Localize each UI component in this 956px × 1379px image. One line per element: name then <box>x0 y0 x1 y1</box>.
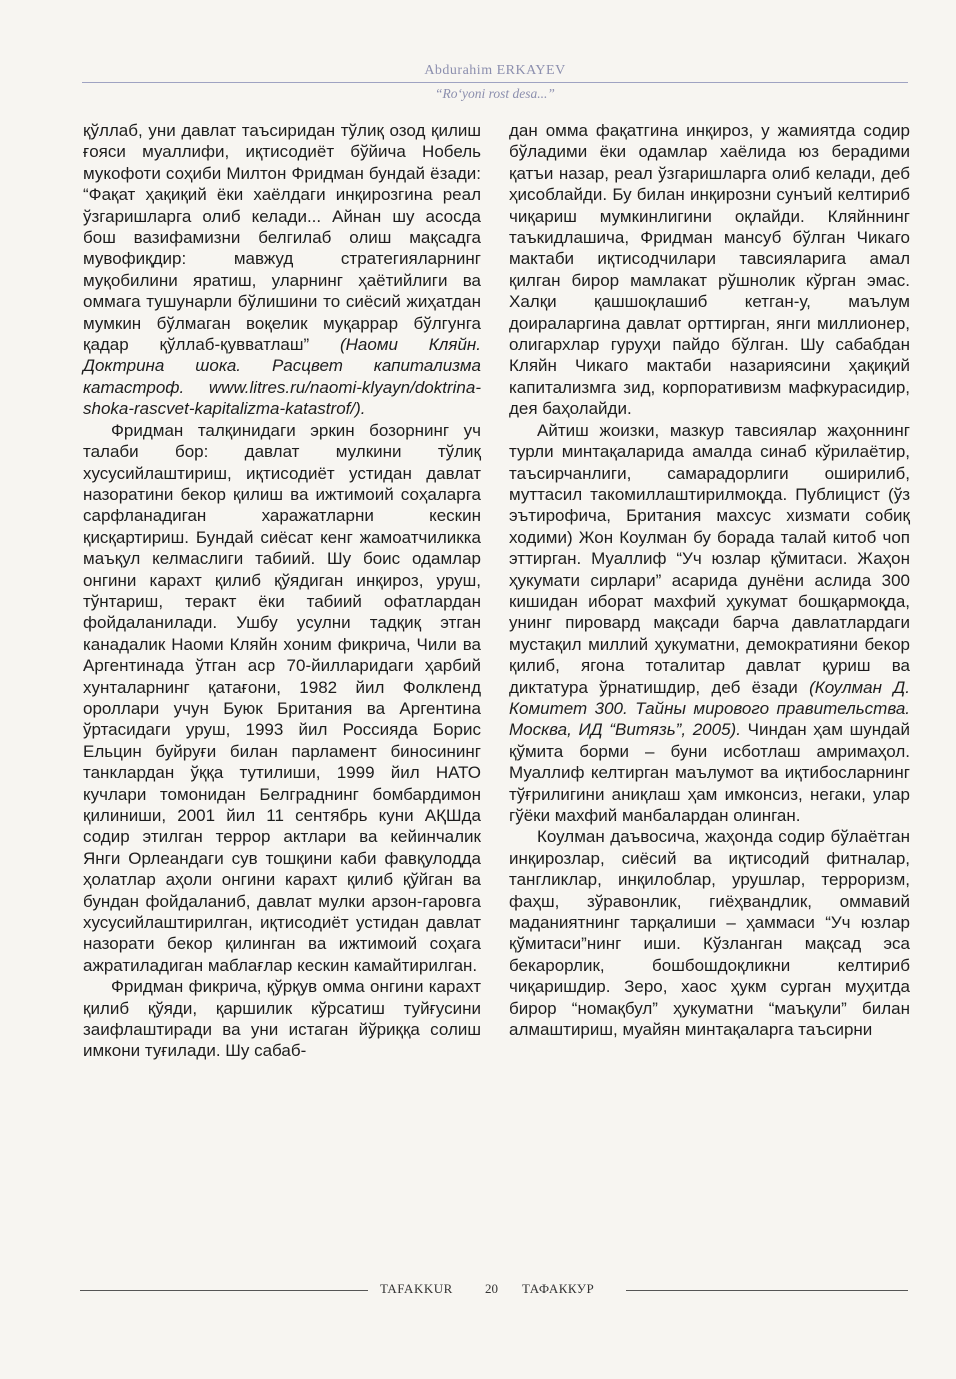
header-author: Abdurahim ERKAYEV <box>424 63 566 78</box>
paragraph: Фридман фикрича, қўрқув омма онгини карахт қилиб қўяди, қаршилик кўрсатиш туйғусини заифлаштиради ва уни истаган йўриққа солиш имкони туғилади. Шу сабаб- <box>83 977 481 1061</box>
paragraph: Фридман талқинидаги эркин бозорнинг уч талаби бор: давлат мулкини тўлиқ хусусийлаштириш, иқтисодиёт устидан давлат назоратини бекор қилиш ва ижтимоий соҳаларга сарфланадиган харажатларни кескин қисқартириш. Бундай сиёсат кенг жамоатчиликка маъқул келмаслиги табиий. Шу боис одамлар онгини карахт қилиб қўядиган инқироз, уруш, тўнтариш, теракт ёки табиий офатлардан фойдаланилади. Ушбу усулни тадқиқ этган канадалик Наоми Кляйн хоним фикрича, Чили ва Аргентинада ўтган аср 70-йилларидаги ҳарбий хунталарнинг қатағони, 1982 йил Фолкленд ороллари учун Буюк Британия ва Аргентина ўртасидаги уруш, 1993 йил Россияда Борис Ельцин буйруғи билан парламент биносининг танклардан ўққа тутилиши, 1999 йил НАТО кучлари томонидан Белграднинг бомбардимон қилиниши, 2001 йил 11 сентябрь куни АҚШда содир этилган террор актлари ва кейинчалик Янги Орлеандаги сув тошқини каби фавқулодда ҳолатлар аҳоли онгини карахт қилиб қўйган ва бундан фойдаланиб, давлат мулки арзон-гаровга хусусийлаштирилган, иқтисодиёт устидан давлат назорати бекор қилинган ва ижтимоий соҳага ажратиладиган маблағлар кескин камайтирилган. <box>83 420 481 975</box>
paragraph <box>509 420 910 827</box>
footer-title-cyrillic: ТАФАККУР <box>522 1281 595 1296</box>
left-column <box>83 120 481 1062</box>
paragraph: дан омма фақатгина инқироз, у жамиятда содир бўладими ёки одамлар хаёлида юз берадими қатъи назар, реал ўзгаришларга олиб келади, деб ҳисоблайди. Бу билан инқирозни сунъий келтириб чиқариш мумкинлигини оқлайди. Кляйннинг таъкидлашича, Фридман мансуб бўлган Чикаго мактаби иқтисодчилари тавсияларига амал қилган бирор мамлакат рўшнолик кўрган эмас. Халқи қашшоқлашиб кетган-у, маълум доираларгина давлат орттирган, янги миллионер, олигархлар гуруҳи пайдо бўлган. Шу сабабдан Кляйн Чикаго мактаби назариясини ҳақиқий капитализмга зид, корпоративизм мафкурасидир, дея баҳолайди. <box>509 121 910 419</box>
header-rule <box>82 82 908 83</box>
running-header <box>82 62 908 102</box>
page-number: 20 <box>485 1281 498 1296</box>
footer-title-latin: TAFAKKUR <box>380 1281 453 1296</box>
paragraph-text: Айтиш жоизки, мазкур тавсиялар жаҳоннинг турли минтақаларида амалда синаб кўрилаётир, таъсирчанлиги, самарадорлиги оширилиб, муттасил такомиллаштирилмоқда. Публицист (ўз эътирофича, Британия махсус хизмати собиқ ходими) Жон Коулман бу борада талай китоб чоп эттирган. Муаллиф “Уч юзлар қўмитаси. Жаҳон ҳукумати сирлари” асарида дунёни аслида 300 кишидан иборат махфий ҳукумат бошқармоқда, унинг пировард мақсади барча давлатлардаги мустақил миллий ҳукуматни, демократияни бекор қилиб, ягона тоталитар давлат қуриш ва диктатура ўрнатишдир, деб ёзади <box>509 420 910 697</box>
paragraph-text: Чиндан ҳам шундай қўмита борми – буни исботлаш амримаҳол. Муаллиф келтирган маълумот ва иқтибосларнинг тўғрилигини аниқлаш ҳам имконсиз, негаки, улар гўёки махфий манбалардан олинган. <box>509 720 910 825</box>
footer-rule-right <box>626 1290 908 1291</box>
footer-rule-left <box>80 1290 368 1291</box>
header-subtitle: “Ro‘yoni rost desa...” <box>435 86 555 101</box>
paragraph-text: қўллаб, уни давлат таъсиридан тўлиқ озод қилиш ғояси муаллифи, иқтисодиёт бўйича Нобель мукофоти соҳиби Милтон Фридман бундай ёзади: “Фақат ҳақиқий ёки хаёлдаги инқирозгина реал ўзгаришларга олиб келади... Айнан шу асосда бош вазифамизни белгилаб олиш мақсадга мувофиқдир: мавжуд стратегияларнинг муқобилини яратиш, уларнинг ҳаётийлиги ва оммага тушунарли бўлишини то сиёсий жиҳатдан мумкин бўлмаган воқелик муқаррар бўлгунга қадар қўллаб-қувватлаш” <box>83 121 481 355</box>
citation: (Коулман Д. Комитет 300. Тайны мирового правительства. Москва, ИД “Витязь”, 2005). <box>509 677 910 740</box>
right-column <box>509 120 910 1040</box>
citation: (Наоми Кляйн. Доктрина шока. Расцвет капитализма катастроф. www.litres.ru/naomi-klyayn/doktrina-shoka-rascvet-kapitalizma-katastrof/). <box>83 335 481 419</box>
paragraph <box>83 120 481 420</box>
paragraph: Коулман даъвосича, жаҳонда содир бўлаётган инқирозлар, сиёсий ва иқтисодий фитналар, тангликлар, инқилоблар, урушлар, терроризм, фаҳш, зўравонлик, гиёҳвандлик, оммавий маданиятнинг тарқалиши – ҳаммаси “Уч юзлар қўмитаси”нинг иши. Кўзланган мақсад эса бекарорлик, бошбошдоқликни келтириб чиқаришдир. Зеро, хаос ҳукм сурган муҳитда бирор “номақбул” ҳукуматни “маъқули” билан алмаштириш, муайян минтақаларга таъсирни <box>509 827 910 1040</box>
page-footer <box>80 1281 910 1301</box>
